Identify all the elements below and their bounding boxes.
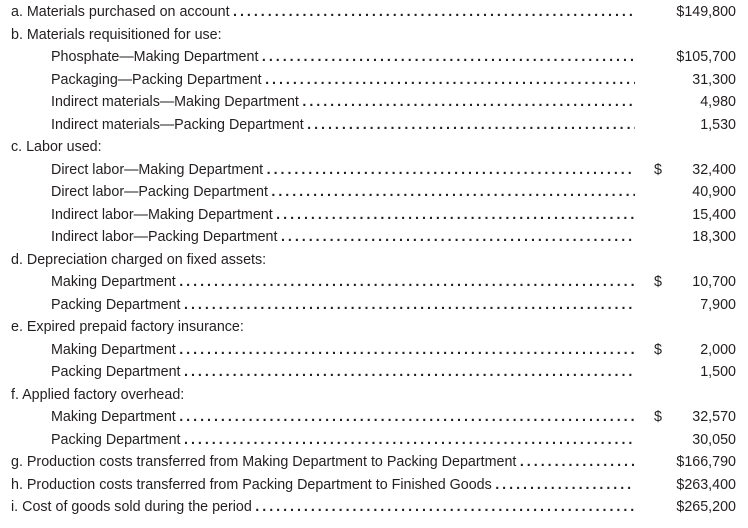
line-item-row — [0, 429, 748, 452]
amount-value: 1,500 — [700, 364, 736, 380]
amount-value: 265,200 — [684, 499, 736, 515]
section-heading-row — [0, 24, 748, 47]
line-item-amount — [654, 91, 736, 114]
line-item-label: Indirect labor—Making Department . . . — [51, 204, 635, 227]
line-item-row — [0, 91, 748, 114]
line-item-label: Making Department . . . — [51, 406, 635, 429]
line-item-label: Packaging—Packing Department . . . — [51, 69, 635, 92]
line-item-row — [0, 339, 748, 362]
amount-value: 40,900 — [692, 184, 736, 200]
line-item-label: Making Department . . . — [51, 339, 635, 362]
line-item-amount — [654, 1, 736, 24]
line-item-amount — [654, 204, 736, 227]
line-item-amount — [654, 294, 736, 317]
amount-value: 32,570 — [692, 409, 736, 425]
line-item-label: Direct labor—Making Department . . . — [51, 159, 635, 182]
line-item-amount — [654, 181, 736, 204]
amount-value: 32,400 — [692, 161, 736, 178]
line-item-label: i. Cost of goods sold during the period . . . — [11, 496, 635, 519]
line-item-amount — [654, 496, 736, 519]
dollar-sign: $ — [654, 274, 662, 290]
line-item-row — [0, 361, 748, 384]
section-heading: c. Labor used: — [11, 139, 102, 155]
line-item-label: g. Production costs transferred from Making Department to Packing Department . . . — [11, 451, 635, 474]
line-item-row — [0, 204, 748, 227]
amount-value: 2,000 — [700, 341, 736, 358]
amount-value: 105,700 — [684, 49, 736, 65]
line-item-row — [0, 69, 748, 92]
line-item-row — [0, 159, 748, 182]
line-item-row — [0, 406, 748, 429]
dollar-sign: $ — [676, 476, 685, 493]
amount-value: 4,980 — [700, 94, 736, 110]
amount-value: 149,800 — [684, 4, 736, 20]
amount-value: 30,050 — [692, 431, 736, 448]
dollar-sign: $ — [654, 409, 662, 425]
line-item-row — [0, 1, 748, 24]
amount-value: 263,400 — [684, 476, 736, 493]
line-item-row — [0, 181, 748, 204]
line-item-label: a. Materials purchased on account . . . — [11, 1, 635, 24]
line-item-label: Packing Department . . . — [51, 361, 635, 384]
amount-value: 166,790 — [684, 454, 736, 470]
section-heading-row — [0, 316, 748, 339]
dollar-sign: $ — [654, 341, 662, 358]
line-item-amount — [654, 361, 736, 384]
line-item-amount — [654, 226, 736, 249]
line-item-row — [0, 271, 748, 294]
dollar-sign: $ — [676, 49, 685, 65]
line-item-label: Indirect materials—Packing Department . . . — [51, 114, 635, 137]
line-item-row — [0, 46, 748, 69]
line-item-row — [0, 474, 748, 497]
line-item-amount — [654, 339, 736, 362]
line-item-amount — [654, 271, 736, 294]
amount-value: 10,700 — [692, 274, 736, 290]
amount-value: 1,530 — [700, 116, 736, 133]
line-item-amount — [654, 114, 736, 137]
amount-value: 15,400 — [692, 206, 736, 223]
line-item-amount — [654, 451, 736, 474]
amount-value: 18,300 — [692, 229, 736, 245]
section-heading: f. Applied factory overhead: — [11, 386, 185, 403]
line-item-row — [0, 114, 748, 137]
amount-value: 7,900 — [700, 296, 736, 313]
line-item-label: Phosphate—Making Department . . . — [51, 46, 635, 69]
dollar-sign: $ — [654, 161, 662, 178]
dollar-sign: $ — [676, 454, 685, 470]
line-item-label: h. Production costs transferred from Packing Department to Finished Goods . . . — [11, 474, 635, 497]
line-item-amount — [654, 46, 736, 69]
line-item-amount — [654, 429, 736, 452]
line-item-row — [0, 496, 748, 519]
dollar-sign: $ — [676, 4, 685, 20]
section-heading: e. Expired prepaid factory insurance: — [11, 319, 244, 335]
line-item-label: Indirect labor—Packing Department . . . — [51, 226, 635, 249]
line-item-label: Direct labor—Packing Department . . . — [51, 181, 635, 204]
section-heading-row — [0, 249, 748, 272]
line-item-amount — [654, 406, 736, 429]
section-heading-row — [0, 384, 748, 407]
line-item-amount — [654, 69, 736, 92]
amount-value: 31,300 — [692, 71, 736, 88]
line-item-row — [0, 294, 748, 317]
line-item-label: Packing Department . . . — [51, 429, 635, 452]
section-heading-row — [0, 136, 748, 159]
line-item-amount — [654, 474, 736, 497]
line-item-row — [0, 226, 748, 249]
line-item-amount — [654, 159, 736, 182]
line-item-label: Making Department . . . — [51, 271, 635, 294]
line-item-row — [0, 451, 748, 474]
line-item-label: Packing Department . . . — [51, 294, 635, 317]
section-heading: d. Depreciation charged on fixed assets: — [11, 251, 267, 268]
dollar-sign: $ — [676, 499, 685, 515]
section-heading: b. Materials requisitioned for use: — [11, 26, 222, 43]
line-item-label: Indirect materials—Making Department . . . — [51, 91, 635, 114]
